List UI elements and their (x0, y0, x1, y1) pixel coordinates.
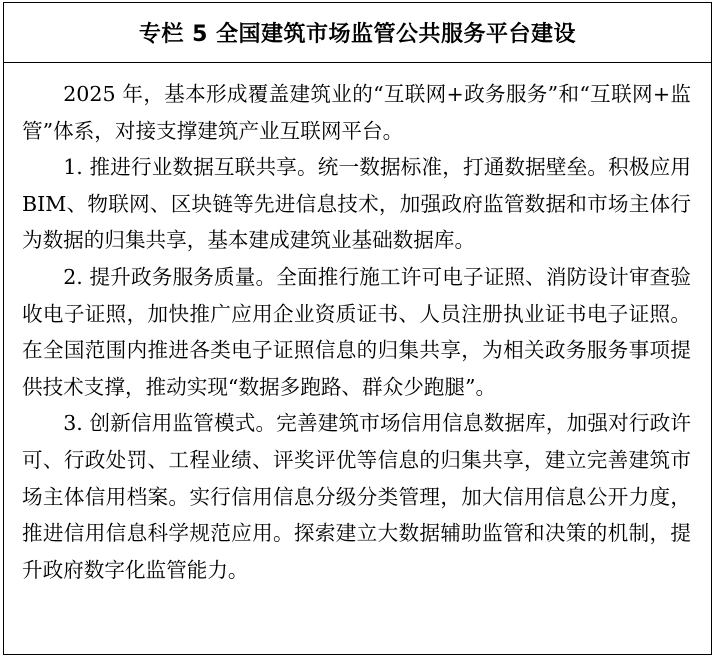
item-government-service: 2. 提升政务服务质量。全面推行施工许可电子证照、消防设计审查验收电子证照，加快推广应用企业资质证书、人员注册执业证书电子证照。在全国范围内推进各类电子证照信息的归集共享，为相关政务服务事项提供技术支撑，推动实现“数据多跑路、群众少跑腿”。 (22, 264, 691, 399)
special-column-box (3, 2, 712, 655)
item-credit-supervision: 3. 创新信用监管模式。完善建筑市场信用信息数据库，加强对行政许可、行政处罚、工程业绩、评奖评优等信息的归集共享，建立完善建筑市场主体信用档案。实行信用信息分级分类管理，加大信用信息公开力度，推进信用信息科学规范应用。探索建立大数据辅助监管和决策的机制，提升政府数字化监管能力。 (22, 411, 691, 582)
box-content (4, 63, 711, 588)
box-title: 专栏 5 全国建筑市场监管公共服务平台建设 (4, 3, 711, 63)
item-data-sharing: 1. 推进行业数据互联共享。统一数据标准，打通数据壁垒。积极应用 BIM、物联网、区块链等先进信息技术，加强政府监管数据和市场主体行为数据的归集共享，基本建成建筑业基础数据库。 (22, 155, 691, 253)
intro-paragraph: 2025 年，基本形成覆盖建筑业的“互联网+政务服务”和“互联网+监管”体系，对接支撑建筑产业互联网平台。 (22, 82, 691, 143)
